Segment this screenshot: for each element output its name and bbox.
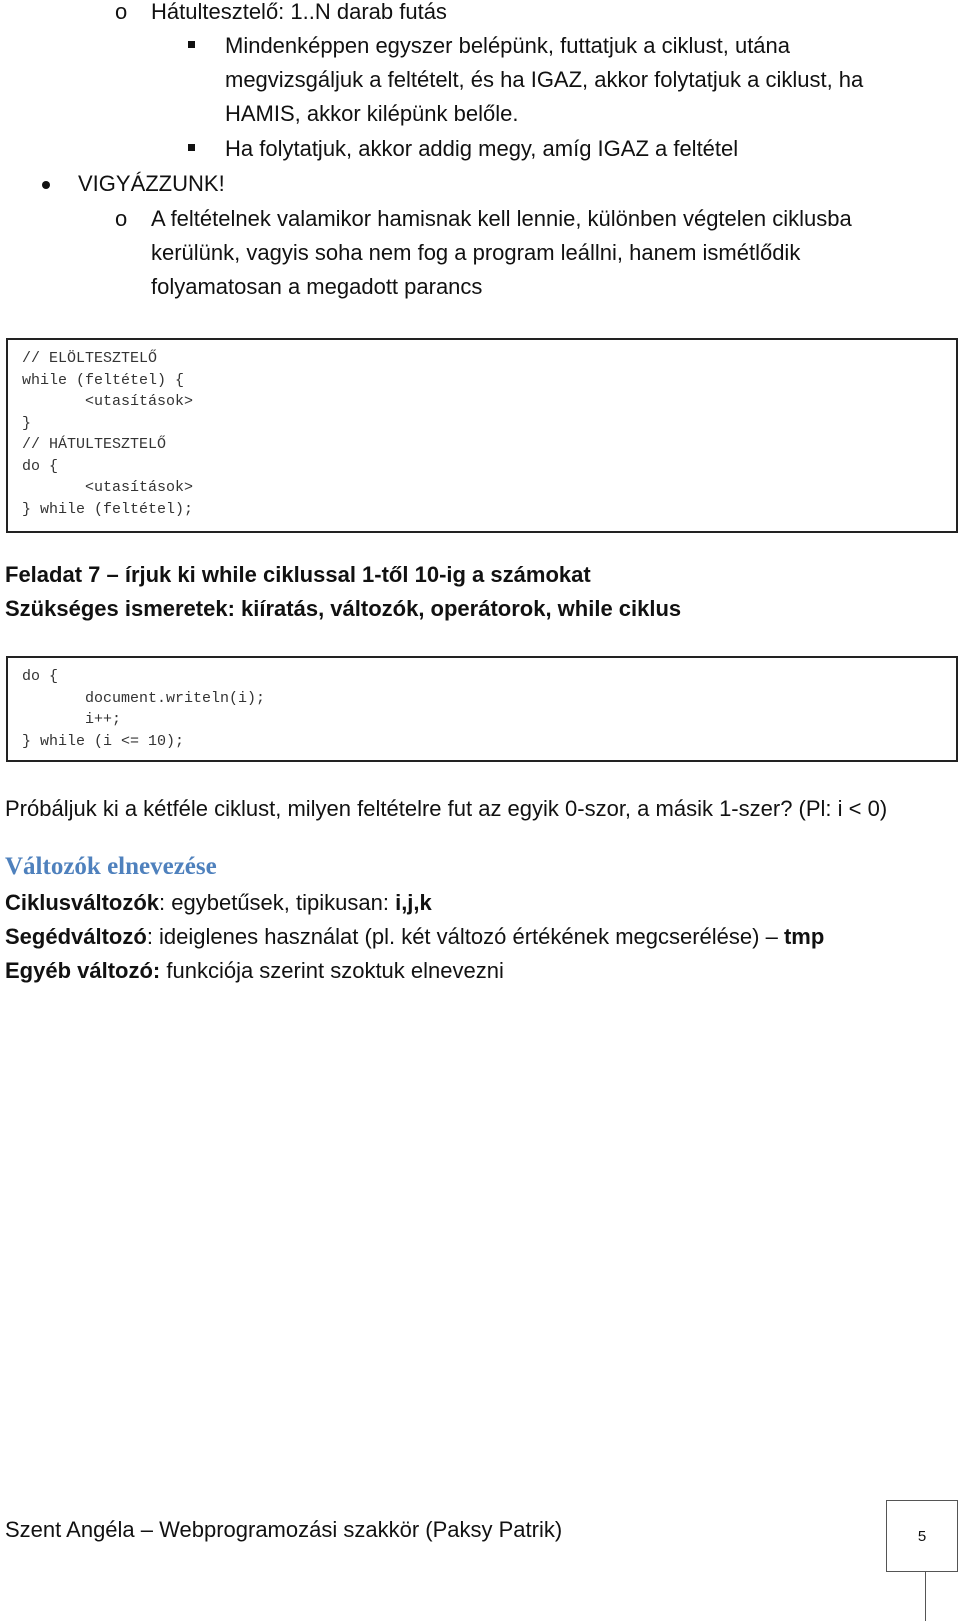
list-item-warning: VIGYÁZZUNK! — [78, 171, 225, 196]
section-heading: Változók elnevezése — [5, 853, 217, 880]
footer-text: Szent Angéla – Webprogramozási szakkör (Paksy Patrik) — [5, 1517, 563, 1542]
term-label: Egyéb változó: — [5, 958, 161, 983]
task-requirements: Szükséges ismeretek: kiíratás, változók, operátorok, while ciklus — [5, 596, 682, 621]
code-line: // ELÖLTESZTELŐ — [22, 350, 158, 367]
list-marker-o: o — [115, 206, 128, 231]
sublist-item-line: Mindenképpen egyszer belépünk, futtatjuk a ciklust, utána — [225, 33, 791, 58]
page-number-divider — [925, 1572, 926, 1621]
list-item-line: A feltételnek valamikor hamisnak kell lennie, különben végtelen ciklusba — [151, 206, 852, 231]
list-marker-o: o — [115, 0, 128, 24]
term-example: tmp — [783, 924, 825, 949]
sublist-item-line: megvizsgáljuk a feltételt, és ha IGAZ, akkor folytatjuk a ciklust, ha — [225, 67, 864, 92]
code-line: do { — [22, 668, 59, 685]
list-item-line: kerülünk, vagyis soha nem fog a program leállni, hanem ismétlődik — [151, 240, 801, 265]
code-line: <utasítások> — [22, 393, 194, 410]
term-description: : egybetűsek, tipikusan: — [159, 890, 396, 915]
try-paragraph: Próbáljuk ki a kétféle ciklust, milyen feltételre fut az egyik 0-szor, a másik 1-szer? (Pl: i < 0) — [5, 796, 888, 821]
sublist-item-line: HAMIS, akkor kilépünk belőle. — [225, 101, 519, 126]
naming-helper-variable — [5, 920, 824, 954]
code-line: // HÁTULTESZTELŐ — [22, 436, 167, 453]
code-line: <utasítások> — [22, 479, 194, 496]
round-bullet-icon — [42, 181, 50, 189]
code-line: do { — [22, 457, 59, 475]
list-item-line: folyamatosan a megadott parancs — [151, 274, 483, 299]
task-title: Feladat 7 – írjuk ki while ciklussal 1-től 10-ig a számokat — [5, 562, 591, 587]
square-bullet-icon — [188, 144, 195, 151]
naming-other-variable — [5, 954, 504, 988]
page-number: 5 — [917, 1527, 927, 1545]
code-line: } while (feltétel); — [22, 500, 194, 518]
term-label: Ciklusváltozók — [5, 890, 160, 915]
code-block-task — [6, 656, 958, 762]
term-description: : ideiglenes használat (pl. két változó értékének megcserélése) – — [146, 924, 784, 949]
naming-cycle-variables — [5, 886, 432, 920]
square-bullet-icon — [188, 41, 195, 48]
page-number-box — [886, 1500, 958, 1572]
term-label: Segédváltozó — [5, 924, 147, 949]
code-block-loops — [6, 338, 958, 533]
code-line: document.writeln(i); — [22, 689, 266, 707]
code-line: } while (i <= 10); — [22, 732, 185, 750]
code-line: i++; — [22, 711, 122, 728]
code-line: } — [22, 414, 32, 432]
term-description: funkciója szerint szoktuk elnevezni — [160, 958, 504, 983]
code-line: while (feltétel) { — [22, 371, 185, 389]
sublist-item-line: Ha folytatjuk, akkor addig megy, amíg IGAZ a feltétel — [225, 136, 739, 161]
list-item-back-test: Hátultesztelő: 1..N darab futás — [151, 0, 447, 24]
term-example: i,j,k — [395, 890, 432, 915]
